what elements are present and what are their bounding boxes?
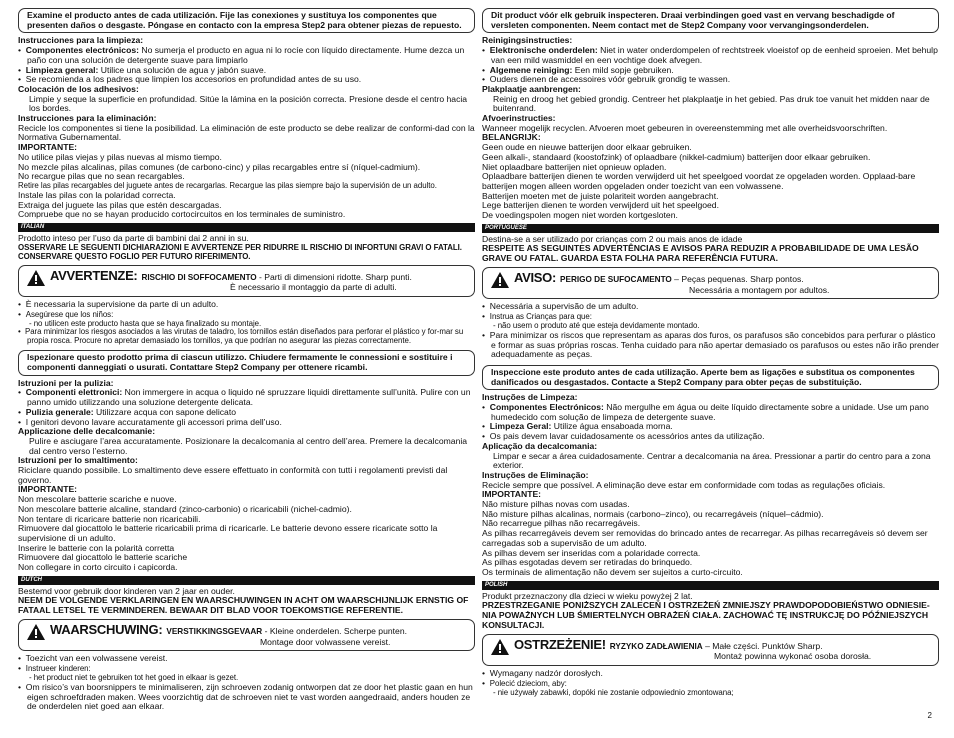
pt-bullet: • Necessária a supervisão de um adulto.: [482, 301, 639, 312]
it-imp-line: Rimuovere dal giocattolo le batterie scariche: [18, 552, 188, 563]
es-imp-line: Compruebe que no se hayan producido cortocircuitos en los terminales de suministro.: [18, 209, 346, 220]
es-imp-line: Instale las pilas con la polaridad correcta.: [18, 189, 176, 200]
nl-imp-line: Batterijen moeten met de juiste polariteit worden aangebracht.: [482, 190, 719, 201]
nl-bullet-1: Toezicht van een volwassene vereist.: [25, 653, 168, 664]
pt-clean-1-text: Não mergulhe em água ou deite líquido directamente sobre a unidade. Use um pano humedecido com solução de limpeza de detergente suave.: [491, 402, 929, 422]
dutch-tag: DUTCH: [21, 576, 42, 583]
nl-imp-line: Oplaadbare batterijen dienen te worden verwijderd uit het speelgoed voordat ze opgeladen worden. Opplaad-bare batterijen mogen alleen worden opgeladen onder toezicht van een volwassene.: [482, 171, 916, 191]
pt-elim-title: Instruções de Eliminação:: [482, 469, 589, 480]
es-clean-3-text: Se recomienda a los padres que limpien los accesorios en profundidad antes de su uso.: [25, 74, 362, 85]
pt-inspection-notice: Inspeccione este produto antes de cada utilização. Aperte bem as ligações e substitua os componentes danificados ou desgastados. Contacte a Step2 Company para obter peças de substituição.: [482, 365, 939, 390]
warning-triangle-icon: [491, 272, 509, 288]
nl-bullet: • Om risico’s van boorsnippers te minimaliseren, zijn schroeven zodanig ontworpen dat ze door het plastic gaan en hun eigen schroefdraden maken. Wees voorzichtig dat de schroeven niet te vast worden aangedraaid, anders houden ze de onderdelen niet goed aan elkaar.: [18, 681, 473, 712]
it-keep-notice: OSSERVARE LE SEGUENTI DICHIARAZIONI E AVVERTENZE PER RIDURRE IL RISCHIO DI INFORTUNI GRAVI O FATALI. CONSERVARE QUESTO FOGLIO PER FUTURO RIFERIMENTO.: [18, 242, 462, 261]
nl-imp-line: Geen oude en nieuwe batterijen door elkaar gebruiken.: [482, 142, 692, 153]
it-imp-line: Rimuovere dal giocattolo le batterie ricaricabili prima di ricaricarle. Le batterie devono essere ricaricate sotto la supervisione di un adulto.: [18, 523, 438, 543]
it-clean-item: • Componenti elettronici: Non immergere in acqua o liquido né spruzzare liquidi direttamente sull’unità. Pulire con un panno umido utilizzando una soluzione detergente delicata.: [18, 387, 471, 408]
pt-imp-line: Os terminais de alimentação não devem ser sujeitos a curto-circuito.: [482, 566, 743, 577]
es-imp-title: IMPORTANTE:: [18, 142, 78, 153]
nl-bullet: • Instrueer kinderen:: [18, 662, 91, 673]
pt-bullet-1: Necessária a supervisão de um adulto.: [489, 301, 639, 312]
pt-imp-line: As pilhas esgotadas devem ser retiradas do brinquedo.: [482, 557, 693, 568]
nl-warning-box: [18, 619, 475, 651]
nl-warning-content: [50, 623, 407, 647]
pt-elim-text: Recicle sempre que possível. A eliminação deve estar em conformidade com todas as regulações oficiais.: [482, 479, 886, 490]
es-clean-2-label: Limpieza general:: [25, 64, 99, 75]
pt-warning-line2: Necessária a montagem por adultos.: [689, 284, 830, 295]
it-bullet: • Para minimizar los riesgos asociados a las virutas de taladro, los tornillos están diseñados para perforar el plástico y for-mar su propia rosca. Procure no apretar demasiado los tornillos, ya que podrían no asegurar las piezas correctamente.: [18, 327, 464, 346]
pt-warning-caption: PERIGO DE SUFOCAMENTO: [560, 274, 672, 284]
es-clean-1-label: Componentes electrónicos:: [25, 45, 139, 56]
pt-clean-1-label: Componentes Electrónicos:: [489, 402, 604, 413]
it-clean-title: Istruzioni per la pulizia:: [18, 377, 114, 388]
es-imp-line: Extraiga del juguete las pilas que estén descargadas.: [18, 199, 222, 210]
pl-warning-word: OSTRZEŻENIE!: [514, 636, 606, 652]
pl-keep-notice: PRZESTRZEGANIE PONIŻSZYCH ZALECEŃ I OSTRZEŻEŃ ZMNIEJSZY PRAWDOPODOBIEŃSTWO ODNIESIE-NIA POWAŻNYCH LUB ŚMIERTELNYCH OBRAŻEŃ CIAŁA. ZACHOWAĆ TĘ INSTRUKCJĘ DO PÓŹNIEJSZYCH KONSULTACJI.: [482, 600, 930, 630]
pl-warning-line1: – Małe części. Punktów Sharp.: [702, 640, 823, 651]
es-imp-line: No recargue pilas que no sean recargables.: [18, 171, 185, 182]
it-bullet-1: È necessaria la supervisione da parte di un adulto.: [25, 298, 219, 309]
es-decal-text: Limpie y seque la superficie en profundidad. Sitúe la lámina en la posición correcta. Presione desde el centro hacia los bordes.: [29, 93, 468, 114]
warning-triangle-icon: [27, 270, 45, 286]
es-decal-title: Colocación de los adhesivos:: [18, 83, 139, 94]
es-clean-2-text: Utilice una solución de agua y jabón suave.: [98, 64, 267, 75]
nl-clean-item: • Ouders dienen de accessoires vóór gebruik grondig te wassen.: [482, 74, 731, 85]
polish-tag: POLISH: [485, 581, 508, 588]
pt-bullet-2: Instrua as Crianças para que:: [489, 311, 592, 321]
it-warning-line2: È necessario il montaggio da parte di adulti.: [230, 282, 397, 293]
nl-imp-title: BELANGRIJK:: [482, 132, 541, 143]
it-clean-1-text: Non immergere in acqua o liquido né spruzzare liquidi direttamente sull’unità. Pulire con un panno umido utilizzando una soluzione detergente delicata.: [27, 387, 471, 408]
nl-warning-caption: VERSTIKKINGSGEVAAR: [166, 626, 263, 636]
nl-clean-3-text: Ouders dienen de accessoires vóór gebruik grondig te wassen.: [489, 74, 731, 85]
pt-bullet-2-sub: - não usem o produto até que esteja devidamente montado.: [493, 320, 700, 330]
pl-warning-box: [482, 634, 939, 666]
es-clean-item: • Se recomienda a los padres que limpien los accesorios en profundidad antes de su uso.: [18, 74, 362, 85]
portuguese-tag: PORTUGUESE: [485, 224, 527, 231]
it-clean-3-text: I genitori devono lavare accuratamente gli accessori prima dell’uso.: [25, 416, 282, 427]
it-imp-line: Non mescolare batterie alcaline, standard (zinco-carbonio) o ricaricabili (nichel-cadmio).: [18, 503, 352, 514]
nl-elim-text: Wanneer mogelijk recyclen. Afvoeren moet gebeuren in overeenstemming met alle overheidsvoorschriften.: [482, 122, 888, 133]
it-warning-box: [18, 265, 475, 297]
nl-clean-title: Reinigingsinstructies:: [482, 35, 573, 46]
it-imp-title: IMPORTANTE:: [18, 484, 78, 495]
pt-warning-box: [482, 267, 939, 299]
pl-warning-caption: RYZYKO ZADŁAWIENIA: [609, 641, 703, 651]
es-imp-line: Retire las pilas recargables del juguete antes de recargarlas. Recargue las pilas siempre bajo la supervisión de un adulto.: [18, 180, 437, 190]
pt-clean-item: • Os pais devem lavar cuidadosamente os acessórios antes da utilização.: [482, 431, 765, 442]
nl-keep-notice: NEEM DE VOLGENDE VERKLARINGEN EN WAARSCHUWINGEN IN ACHT OM WAARSCHIJNLIJK ERNSTIG OF FATAAL LETSEL TE VERMINDEREN. BEWAAR DIT BLAD VOOR TOEKOMSTIGE REFERENTIE.: [18, 595, 469, 616]
es-elim-title: Instrucciones para la eliminación:: [18, 113, 157, 124]
pt-decal-text: Limpar e secar a área cuidadosamente. Centrar a decalcomania na área. Pressionar a partir do centro para a zona exterior.: [493, 450, 931, 471]
page-number: 2: [927, 710, 932, 720]
nl-imp-line: Lege batterijen dienen te worden verwijderd uit het speelgoed.: [482, 200, 719, 211]
pt-warning-content: [514, 271, 829, 295]
nl-bullet-2-sub: - het product niet te gebruiken tot het goed in elkaar is gezet.: [29, 672, 239, 682]
es-clean-title: Instrucciones para la limpieza:: [18, 35, 144, 46]
it-decal-title: Applicazione delle decalcomanie:: [18, 426, 156, 437]
es-inspection-notice: Examine el producto antes de cada utilización. Fije las conexiones y sustituya los componentes que presenten daños o desgaste. Póngase en contacto con la empresa Step2 para obtener piezas de repuesto.: [18, 8, 475, 33]
nl-warning-line2: Montage door volwassene vereist.: [260, 636, 391, 647]
pt-clean-3-text: Os pais devem lavar cuidadosamente os acessórios antes da utilização.: [489, 431, 765, 442]
pt-imp-line: Não recarregue pilhas não recarregáveis.: [482, 518, 641, 529]
it-inspection-notice: Ispezionare questo prodotto prima di ciascun utilizzo. Chiudere fermamente le connessioni e sostituire i componenti danneggiati o usurati. Contattare Step2 Company per ottenere ricambi.: [18, 350, 475, 375]
pt-clean-2-label: Limpeza Geral:: [489, 421, 552, 432]
pt-clean-item: • Componentes Electrónicos: Não mergulhe em água ou deite líquido directamente sobre a unidade. Use um pano humedecido com solução de limpeza de detergente suave.: [482, 402, 929, 422]
it-clean-item: • I genitori devono lavare accuratamente gli accessori prima dell’uso.: [18, 416, 282, 427]
es-clean-1-text: No sumerja el producto en agua ni lo rocíe con líquido directamente. Hume dezca un paño con una solución de detergente suave para limpiarlo: [27, 45, 465, 65]
nl-clean-item: • Algemene reiniging: Een mild sopje gebruiken.: [482, 64, 674, 75]
it-imp-line: Non mescolare batterie scariche e nuove.: [18, 494, 177, 505]
it-imp-line: Inserire le batterie con la polarità corretta: [18, 542, 175, 553]
left-column: [18, 8, 475, 712]
nl-bullet: • Toezicht van een volwassene vereist.: [18, 653, 168, 664]
pt-clean-item: • Limpeza Geral: Utilize água ensaboada morna.: [482, 421, 673, 432]
pt-warning-word: AVISO:: [514, 269, 557, 285]
it-imp-line: Non collegare in corto circuito i capicorda.: [18, 562, 178, 573]
it-clean-item: • Pulizia generale: Utilizzare acqua con sapone delicato: [18, 406, 236, 417]
nl-bullet-3: Om risico’s van boorsnippers te minimaliseren, zijn schroeven zodanig ontworpen dat ze door het plastic gaan en hun eigen schroefdraden maken. Wees voorzichtig dat de schroeven niet te vast worden aangedraaid, anders houden ze de onderdelen niet goed aan elkaar.: [25, 681, 473, 712]
es-clean-item: • Limpieza general: Utilice una solución de agua y jabón suave.: [18, 64, 267, 75]
pl-bullet-2: Polecić dzieciom, aby:: [489, 678, 567, 688]
nl-intro: Bestemd voor gebruik door kinderen van 2 jaar en ouder.: [18, 585, 235, 596]
it-clean-1-label: Componenti elettronici:: [25, 387, 123, 398]
pt-imp-line: As pilhas recarregáveis devem ser removidas do brincado antes de recarregar. As pilhas recarregáveis só devem ser carregadas sob a supervisão de um adulto.: [482, 528, 928, 548]
pl-bullet-1: Wymagany nadzór dorosłych.: [489, 667, 603, 678]
pt-imp-line: Não misture pilhas novas com usadas.: [482, 499, 630, 510]
es-imp-line: No mezcle pilas alcalinas, pilas comunes (de carbono-cinc) y pilas recargables entre sí (níquel-cadmium).: [18, 161, 421, 172]
it-warning-caption: RISCHIO DI SOFFOCAMENTO: [141, 272, 257, 282]
it-warning-word: AVVERTENZE:: [50, 267, 138, 283]
it-clean-2-text: Utilizzare acqua con sapone delicato: [93, 406, 236, 417]
pt-keep-notice: RESPEITE AS SEGUINTES ADVERTÊNCIAS E AVISOS PARA REDUZIR A PROBABILIDADE DE UMA LESÃO GRAVE OU FATAL. GUARDA ESTA FOLHA PARA REFERÊNCIA FUTURA.: [482, 243, 919, 264]
pt-clean-title: Instruções de Limpeza:: [482, 392, 578, 403]
nl-imp-line: Geen alkali-, standaard (koostofzink) of oplaadbare (nikkel-cadmium) batterijen door elkaar gebruiken.: [482, 151, 871, 162]
pl-warning-content: [514, 638, 871, 662]
it-bullet-2: Asegúrese que los niños:: [25, 309, 114, 319]
pt-bullet: • Para minimizar os riscos que representam as aparas dos furos, os parafusos são concebidos para perfurar o plástico e formar as suas próprias roscas. Tenha cuidado para não apertar demasiado os parafusos ou estes não irão prender adequadamente as peças.: [482, 329, 939, 360]
es-elim-text: Recicle los componentes si tiene la posibilidad. La eliminación de este producto se debe realizar de conformi-dad con la Normativa Gubernamental.: [18, 122, 475, 143]
nl-clean-item: • Elektronische onderdelen: Niet in water onderdompelen of rechtstreek vloeistof op de eenheid sproeien. Met behulp van een mild wasmiddel en een vochtige doek afvegen.: [482, 45, 938, 65]
it-warning-line1: - Parti di dimensioni ridotte. Sharp punti.: [256, 271, 412, 282]
pt-imp-title: IMPORTANTE:: [482, 489, 542, 500]
es-imp-line: No utilice pilas viejas y pilas nuevas al mismo tiempo.: [18, 151, 222, 162]
portuguese-section-bar: [482, 224, 939, 233]
nl-elim-title: Afvoerinstructies:: [482, 113, 556, 124]
pl-warning-line2: Montaż powinna wykonać osoba dorosła.: [714, 651, 872, 662]
it-bullet-2-sub: - no utilicen este producto hasta que se haya finalizado su montaje.: [29, 318, 262, 328]
it-imp-line: Non tentare di ricaricare batterie non ricaricabili.: [18, 513, 201, 524]
italian-tag: ITALIAN: [21, 223, 45, 230]
nl-warning-word: WAARSCHUWING:: [50, 621, 163, 637]
it-intro: Prodotto inteso per l’uso da parte di bambini dai 2 anni in su.: [18, 232, 249, 243]
it-warning-content: [50, 269, 412, 293]
polish-section-bar: [482, 581, 939, 590]
pt-imp-line: As pilhas devem ser inseridas com a polaridade correcta.: [482, 547, 701, 558]
pt-clean-2-text: Utilize água ensaboada morna.: [551, 421, 673, 432]
it-bullet: • È necessaria la supervisione da parte di un adulto.: [18, 298, 219, 309]
pt-decal-title: Aplicação da decalcomania:: [482, 440, 598, 451]
nl-imp-line: De voedingspolen mogen niet worden kortgesloten.: [482, 210, 678, 221]
pt-bullet: • Instrua as Crianças para que:: [482, 310, 592, 321]
pt-intro: Destina-se a ser utilizado por crianças com 2 ou mais anos de idade: [482, 233, 743, 244]
italian-section-bar: [18, 223, 475, 232]
it-bullet: • Asegúrese que los niños:: [18, 308, 114, 319]
es-clean-item: • Componentes electrónicos: No sumerja el producto en agua ni lo rocíe con líquido directamente. Hume dezca un paño con una solución de detergente suave para limpiarlo: [18, 45, 465, 65]
nl-clean-2-label: Algemene reiniging:: [489, 64, 573, 75]
pl-intro: Produkt przeznaczony dla dzieci w wieku powyżej 2 lat.: [482, 590, 693, 601]
nl-clean-2-text: Een mild sopje gebruiken.: [572, 64, 674, 75]
dutch-section-bar: [18, 576, 475, 585]
nl-warning-line1: - Kleine onderdelen. Scherpe punten.: [262, 625, 407, 636]
it-decal-text: Pulire e asciugare l’area accuratamente. Posizionare la decalcomania al centro dell’area. Premere la decalcomania dal centro verso l’esterno.: [29, 435, 468, 456]
nl-decal-title: Plakplaatje aanbrengen:: [482, 83, 581, 94]
pl-bullet-2-sub: - nie używały zabawki, dopóki nie zostanie odpowiednio zmontowana;: [493, 687, 734, 697]
it-elim-text: Riciclare quando possibile. Lo smaltimento deve essere effettuato in conformità con tutti i regolamenti previsti dal governo.: [18, 465, 448, 485]
nl-imp-line: Niet oplaadbare batterijen niet opnieuw opladen.: [482, 161, 667, 172]
nl-inspection-notice: Dit product vóór elk gebruik inspecteren. Draai verbindingen goed vast en vervang beschadigde of versleten componenten. Neem contact met de Step2 Company voor vervangingsonderdelen.: [482, 8, 939, 33]
pt-bullet-3: Para minimizar os riscos que representam as aparas dos furos, os parafusos são concebidos para perfurar o plástico e formar as suas próprias roscas. Tenha cuidado para não apertar demasiado os parafusos ou estes não irão prender adequadamente as peças.: [489, 329, 939, 360]
warning-triangle-icon: [27, 624, 45, 640]
nl-clean-1-label: Elektronische onderdelen:: [489, 45, 598, 56]
it-bullet-3: Para minimizar los riesgos asociados a las virutas de taladro, los tornillos están diseñados para perforar el plástico y for-mar su propia rosca. Procure no apretar demasiado los tornillos, ya que podrían no asegurar las piezas correctamente.: [25, 327, 464, 346]
nl-bullet-2: Instrueer kinderen:: [25, 663, 91, 673]
it-clean-2-label: Pulizia generale:: [25, 406, 94, 417]
pl-bullet: • Polecić dzieciom, aby:: [482, 677, 567, 688]
pl-bullet: • Wymagany nadzór dorosłych.: [482, 667, 603, 678]
warning-triangle-icon: [491, 639, 509, 655]
nl-clean-1-text: Niet in water onderdompelen of rechtstreek vloeistof op de eenheid sproeien. Met behulp van een mild wasmiddel en een vochtige doek afvegen.: [491, 45, 938, 65]
right-column: [482, 8, 939, 697]
it-elim-title: Istruzioni per lo smaltimento:: [18, 455, 138, 466]
pt-warning-line1: – Peças pequenas. Sharp pontos.: [671, 273, 804, 284]
nl-decal-text: Reinig en droog het gebied grondig. Centreer het plakplaatje in het gebied. Pas druk toe vanuit het midden naar de buitenrand.: [493, 93, 930, 114]
pt-imp-line: Não misture pilhas alcalinas, normais (carbono–zinco), ou recarregáveis (níquel–cádmio).: [482, 508, 824, 519]
